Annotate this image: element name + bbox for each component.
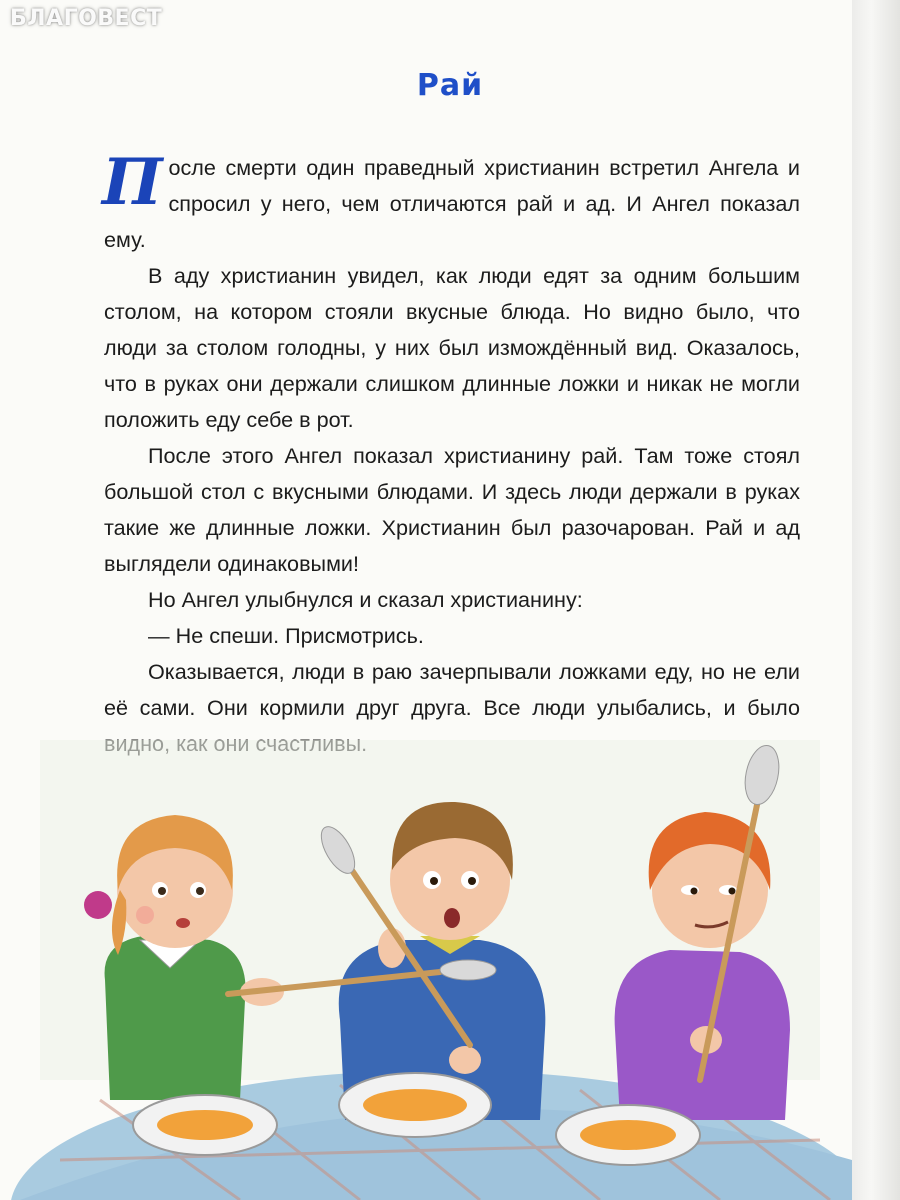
paragraph-1-text: осле смерти один праведный христианин встретил Ангела и спросил у него, чем отличаются рай и ад. И Ангел показал ему. xyxy=(104,155,800,252)
page-edge xyxy=(852,0,900,1200)
hair-bow xyxy=(84,891,112,919)
watermark: БЛАГОВЕСТ xyxy=(10,6,163,31)
story-text xyxy=(102,145,800,762)
paragraph-4: Но Ангел улыбнулся и сказал христианину: xyxy=(148,587,583,612)
paragraph-3: После этого Ангел показал христианину рай. Там тоже стоял большой стол с вкусными блюдами. И здесь люди держали в руках такие же длинные ложки. Христианин был разочарован. Рай и ад выглядели одинаковыми! xyxy=(104,443,800,576)
paragraph-2: В аду христианин увидел, как люди едят за одним большим столом, на котором стояли вкусные блюда. Но видно было, что люди за столом голодны, у них был измождённый вид. Оказалось, что в руках они держали слишком длинные ложки и никак не могли положить еду себе в рот. xyxy=(104,263,800,432)
page-title: Рай xyxy=(416,68,484,103)
children-with-spoons-illustration xyxy=(0,740,852,1200)
paragraph-5: — Не спеши. Присмотрись. xyxy=(148,623,424,648)
paragraph-1 xyxy=(102,145,800,258)
paragraph-6: Оказывается, люди в раю зачерпывали ложками еду, но не ели её сами. Они кормили друг друга. Все люди улыбались, и было xyxy=(104,659,800,720)
drop-cap: П xyxy=(102,145,163,220)
